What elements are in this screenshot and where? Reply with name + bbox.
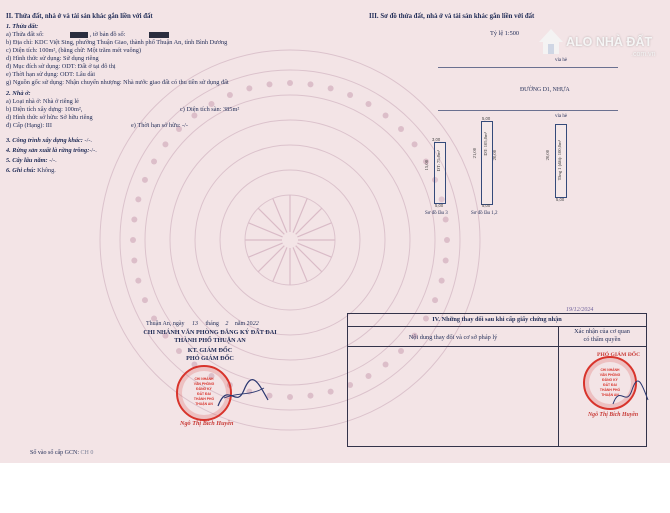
section-iii-title: III. Sơ đồ thửa đất, nhà ở và tài sản khác gắn liền với đất: [369, 13, 535, 20]
place-date: Thuận An, ngày 13 tháng 2 năm 2022: [146, 321, 259, 327]
pattern-dot: [287, 80, 293, 86]
road-edge-top: [438, 67, 618, 68]
signer-name-left: Ngô Thị Bích Huyền: [180, 420, 234, 427]
pattern-ray: [297, 223, 331, 237]
changes-col-content: Nội dung thay đổi và cơ sở pháp lý: [408, 334, 498, 341]
plot-floor-1-2-area: DT: 105,0m²: [483, 132, 488, 156]
watermark-brand: ALO NHÀ ĐẤT: [566, 35, 653, 49]
pattern-ray: [273, 198, 287, 232]
changes-col-confirm-1: Xác nhận của cơ quan: [574, 328, 630, 335]
pattern-ray: [293, 198, 307, 232]
pattern-dot: [444, 237, 450, 243]
house-build-area: b) Diện tích xây dựng: 100m²,: [6, 106, 83, 113]
sidewalk-top-label: vỉa hè: [555, 58, 568, 63]
pattern-dot: [142, 297, 148, 303]
pattern-dot: [307, 393, 313, 399]
plot-floor-3-side: 15,00: [424, 160, 429, 171]
plot-floor-1-2-top-dim: 5,00: [482, 116, 491, 121]
house-floor-area: c) Diện tích sàn: 385m²: [180, 106, 240, 113]
pattern-dot: [227, 92, 233, 98]
land-origin: g) Nguồn gốc sử dụng: Nhận chuyển nhượng: Nhà nước giao đất có thu tiền sử dụng đất: [6, 79, 229, 86]
pattern-ray: [293, 247, 307, 281]
pattern-dot: [398, 126, 404, 132]
changes-column-divider: [558, 326, 559, 446]
official-seal-right: CHI NHÁNH VĂN PHÒNG ĐĂNG KÝ ĐẤT ĐAI THÀNH PHỐ THUẬN AN: [583, 356, 637, 410]
signature-left: [214, 376, 274, 414]
pattern-dot: [135, 196, 141, 202]
pattern-ray: [297, 243, 331, 257]
planted-forest: 4. Rừng sản xuất là rừng trồng:-/-.: [6, 147, 97, 154]
pattern-dot: [131, 257, 137, 263]
office-line-1: CHI NHÁNH VĂN PHÒNG ĐĂNG KÝ ĐẤT ĐAI: [143, 329, 277, 336]
pattern-ray: [258, 246, 284, 272]
redacted-block: [149, 32, 169, 38]
redacted-block: [70, 32, 88, 38]
road-edge-bottom: [438, 110, 618, 111]
official-seal-left: CHI NHÁNH VĂN PHÒNG ĐĂNG KÝ ĐẤT ĐAI THÀNH PHỐ THUẬN AN: [176, 365, 232, 421]
handwritten-date: 19/12/2024: [566, 307, 594, 313]
pattern-dot: [412, 141, 418, 147]
plot-floor-3-area: DT: 75,0m²: [436, 150, 441, 172]
register-number: Số vào sổ cấp GCN: CH 0: [30, 450, 94, 456]
other-constructions: 3. Công trình xây dựng khác: -/-.: [6, 137, 92, 144]
pattern-dot: [151, 159, 157, 165]
watermark-domain: .com.vn: [631, 51, 656, 58]
land-heading: 1. Thửa đất:: [6, 23, 39, 30]
plot-ground-floor-area: Tầng 1 (đất): 100,0m²: [557, 140, 562, 181]
signature-right: [610, 380, 650, 410]
plot-floor-3-top-dim: 3,00: [432, 137, 441, 142]
pattern-ray: [296, 208, 322, 234]
changes-title: IV. Những thay đổi sau khi cấp giấy chứng nhận: [432, 316, 562, 323]
pattern-ray: [258, 208, 284, 234]
notes: 6. Ghi chú: Không.: [6, 167, 56, 174]
pattern-dot: [131, 217, 137, 223]
plot-floor-1-2-label: Sơ đồ lầu 1,2: [471, 211, 498, 216]
perennial-trees: 5. Cây lâu năm: -/-.: [6, 157, 57, 164]
house-term: e) Thời hạn sở hữu: -/-: [131, 122, 188, 129]
pattern-dot: [383, 112, 389, 118]
plot-floor-1-2-width: 5,00: [482, 203, 491, 208]
pattern-dot: [328, 389, 334, 395]
land-use-term: e) Thời hạn sử dụng: ODT: Lâu dài: [6, 71, 96, 78]
plot-ground-floor-side: 20,00: [545, 150, 550, 161]
pattern-dot: [432, 297, 438, 303]
road-label: ĐƯỜNG D1, NHỰA: [520, 87, 570, 93]
office-line-4: PHÓ GIÁM ĐỐC: [186, 355, 234, 362]
changes-table-header-row: [348, 326, 646, 347]
plot-floor-1-2-side2: 20,00: [492, 150, 497, 161]
land-use-form: d) Hình thức sử dụng: Sử dụng riêng: [6, 55, 99, 62]
land-area: c) Diện tích: 100m², (bằng chữ: Một trăm mét vuông): [6, 47, 142, 54]
house-logo-icon: [537, 26, 565, 56]
house-ownership: d) Hình thức sở hữu: Sở hữu riêng: [6, 114, 93, 121]
land-address: b) Địa chỉ: KDC Việt Sing, phường Thuận Giao, thành phố Thuận An, tỉnh Bình Dương: [6, 39, 228, 46]
section-ii-title: II. Thửa đất, nhà ở và tài sản khác gắn liền với đất: [6, 13, 153, 20]
pattern-dot: [347, 92, 353, 98]
office-line-2: THÀNH PHỐ THUẬN AN: [174, 337, 246, 344]
office-line-3: KT. GIÁM ĐỐC: [187, 347, 233, 354]
pattern-ray: [273, 247, 287, 281]
pattern-dot: [142, 177, 148, 183]
pattern-dot: [246, 85, 252, 91]
changes-col-confirm-2: có thẩm quyền: [583, 336, 621, 343]
pattern-dot: [267, 81, 273, 87]
land-number-line: a) Thửa đất số: , tờ bản đồ số:: [6, 31, 171, 39]
pattern-dot: [135, 278, 141, 284]
changes-position-title: PHÓ GIÁM ĐỐC: [597, 352, 641, 358]
plot-ground-floor-width: 5,00: [556, 197, 565, 202]
pattern-dot: [130, 237, 136, 243]
map-scale: Tỷ lệ 1:500: [490, 30, 520, 37]
pattern-dot: [287, 394, 293, 400]
plot-floor-3-label: Sơ đồ lầu 3: [425, 211, 448, 216]
house-heading: 2. Nhà ở:: [6, 90, 31, 97]
pattern-dot: [328, 85, 334, 91]
plot-floor-1-2-side: 21,00: [472, 148, 477, 159]
pattern-dot: [443, 257, 449, 263]
pattern-ray: [248, 243, 282, 257]
house-grade: đ) Cấp (Hạng): III: [6, 122, 52, 129]
pattern-dot: [366, 101, 372, 107]
pattern-dot: [162, 141, 168, 147]
land-use-purpose: đ) Mục đích sử dụng: ODT: Đất ở tại đô thị: [6, 63, 116, 70]
sidewalk-bottom-label: vỉa hè: [555, 114, 568, 119]
plot-floor-3-width: 5,00: [435, 203, 444, 208]
pattern-dot: [439, 278, 445, 284]
pattern-dot: [307, 81, 313, 87]
pattern-ray: [296, 246, 322, 272]
changes-signer-name: Ngô Thị Bích Huyền: [588, 412, 639, 418]
house-type: a) Loại nhà ở: Nhà ở riêng lẻ: [6, 98, 79, 105]
pattern-ray: [248, 223, 282, 237]
